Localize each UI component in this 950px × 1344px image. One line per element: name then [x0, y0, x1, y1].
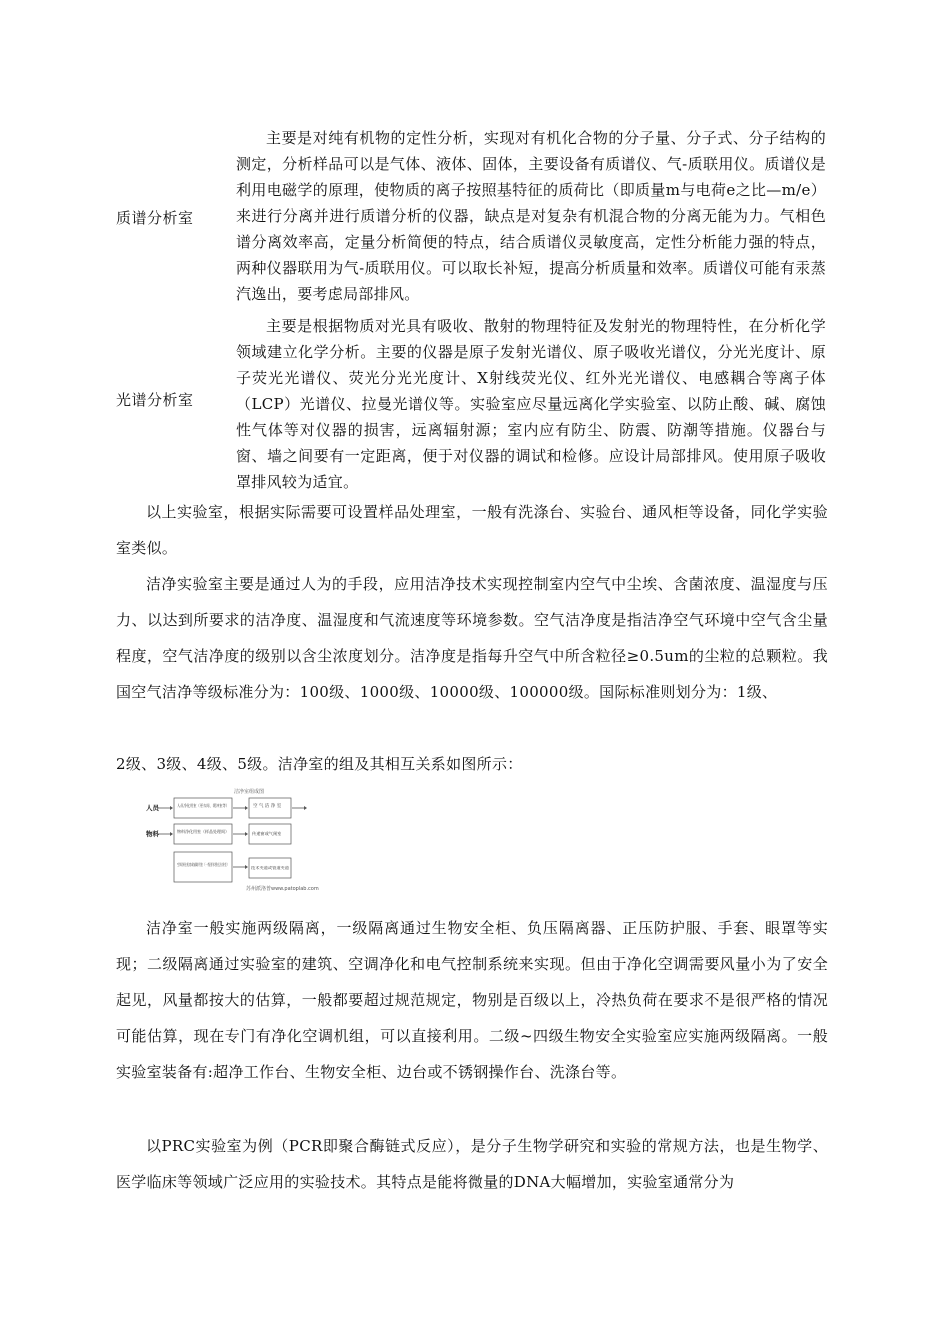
paragraph-clean-lab: 洁净实验室主要是通过人为的手段，应用洁净技术实现控制室内空气中尘埃、含菌浓度、温湿度与压力、以达到所要求的洁净度、温湿度和气流速度等环境参数。空气洁净度是指洁净空气环境中空气含尘量程度，空气洁净度的级别以含尘浓度划分。洁净度是指每升空气中所含粒径≥0.5um的尘粒的总颗粒。我国空气洁净等级标准分为：100级、1000级、10000级、100000级。国际标准则划分为：1级、 — [116, 575, 828, 701]
paragraph-clean-lab-cont: 2级、3级、4级、5级。洁净室的组及其相互关系如图所示： — [116, 755, 523, 773]
diagram-row3-box1: 空调净化机房或辅助用室（一级要求要在洁净室） — [177, 862, 265, 867]
paragraph-sample-room: 以上实验室，根据实际需要可设置样品处理室，一般有洗涤台、实验台、通风柜等设备，同化学实验室类似。 — [116, 503, 828, 557]
row-text-spectro: 主要是根据物质对光具有吸收、散射的物理特征及发射光的物理特性，在分析化学领域建立化学分析。主要的仪器是原子发射光谱仪、原子吸收光谱仪，分光光度计、原子荧光光谱仪、荧光分光光度计、X射线荧光仪、红外光光谱仪、电感耦合等离子体（LCP）光谱仪、拉曼光谱仪等。实验室应尽量远离化学实验室、以防止酸、碱、腐蚀性气体等对仪器的损害，远离辐射源；室内应有防尘、防震、防潮等措施。仪器台与窗、墙之间要有一定距离，便于对仪器的调试和检修。应设计局部排风。使用原子吸收罩排风较为适宜。 — [236, 317, 826, 491]
paragraph-isolation: 洁净室一般实施两级隔离，一级隔离通过生物安全柜、负压隔离器、正压防护服、手套、眼罩等实现；二级隔离通过实验室的建筑、空调净化和电气控制系统来实现。但由于净化空调需要风量小为了安全起见，风量都按大的估算，一般都要超过规范规定，物别是百级以上，冷热负荷在要求不是很严格的情况可能估算，现在专门有净化空调机组，可以直接利用。二级~四级生物安全实验室应实施两级隔离。一般实验室装备有:超净工作台、生物安全柜、边台或不锈钢操作台、洗涤台等。 — [116, 919, 828, 1081]
diagram-row1-label: 人员 — [146, 804, 159, 812]
table-row — [116, 125, 836, 303]
diagram-row1-box1: 人员净化用室（更衣间、缓冲室等） — [177, 803, 245, 808]
row-label-spectro: 光谱分析室 — [116, 391, 194, 409]
diagram-watermark: 苏州派洛普www.patoplab.com — [246, 886, 319, 892]
clean-room-diagram — [116, 786, 408, 896]
row-text-mass-spec: 主要是对纯有机物的定性分析，实现对有机化合物的分子量、分子式、分子结构的测定，分析样品可以是气体、液体、固体，主要设备有质谱仪、气-质联用仪。质谱仪是利用电磁学的原理，使物质的离子按照基特征的质荷比（即质量m与电荷e之比—m/e）来进行分离并进行质谱分析的仪器，缺点是对复杂有机混合物的分离无能为力。气相色谱分离效率高，定量分析简便的特点，结合质谱仪灵敏度高，定性分析能力强的特点，两种仪器联用为气-质联用仪。可以取长补短，提高分析质量和效率。质谱仪可能有汞蒸汽逸出，要考虑局部排风。 — [236, 129, 826, 303]
diagram-title: 洁净室组成图 — [234, 789, 265, 795]
diagram-row2-label: 物料 — [146, 830, 159, 838]
diagram-row2-box1: 物料净化用室（样品处理间） — [177, 829, 232, 834]
diagram-row3-box2: 技术夹道或管道夹道 — [251, 866, 284, 870]
row-label-mass-spec: 质谱分析室 — [116, 209, 194, 227]
diagram-row1-box2: 空 气 洁 净 室 — [253, 804, 282, 809]
table-row — [116, 313, 836, 491]
diagram-row2-box2: 传递窗或气闸室 — [252, 831, 282, 836]
paragraph-pcr-lab: 以PRC实验室为例（PCR即聚合酶链式反应），是分子生物学研究和实验的常规方法，也是生物学、医学临床等领域广泛应用的实验技术。其特点是能将微量的DNA大幅增加，实验室通常分为 — [116, 1137, 828, 1191]
